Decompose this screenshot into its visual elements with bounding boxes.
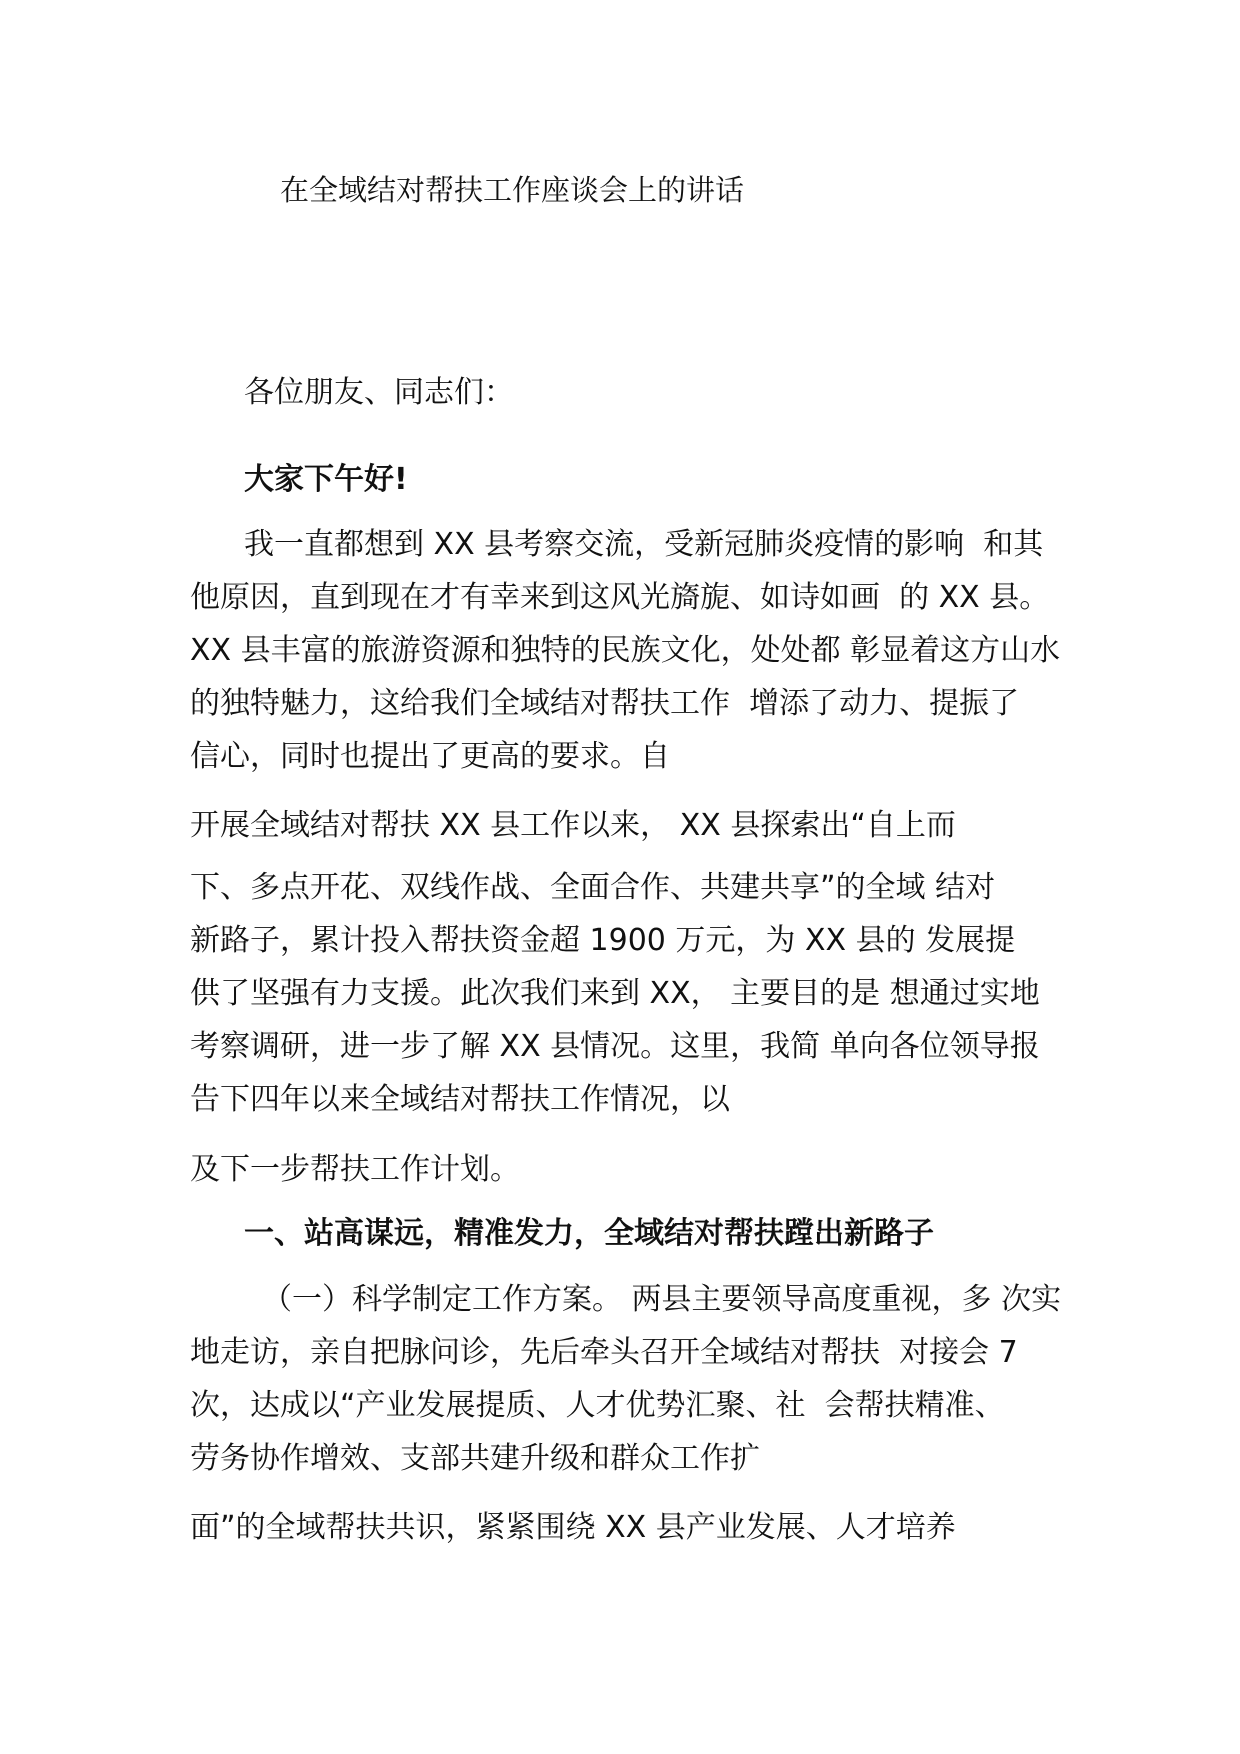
- document-title: 在全域结对帮扶工作座谈会上的讲话: [280, 173, 745, 207]
- body-line: 新路子，累计投入帮扶资金超 1900 万元，为 XX 县的 发展提: [190, 923, 1016, 958]
- subsection-line: （一）科学制定工作方案。 两县主要领导高度重视，多 次实: [262, 1282, 1062, 1317]
- body-line: 的独特魅力，这给我们全域结对帮扶工作 增添了动力、提振了: [190, 686, 1020, 721]
- body-line: 告下四年以来全域结对帮扶工作情况，以: [190, 1082, 730, 1117]
- body-line: 次，达成以“产业发展提质、人才优势汇聚、社 会帮扶精准、: [190, 1388, 1005, 1423]
- body-line: 劳务协作增效、支部共建升级和群众工作扩: [190, 1441, 760, 1476]
- body-line: 地走访，亲自把脉问诊，先后牵头召开全域结对帮扶 对接会 7: [190, 1335, 1018, 1370]
- body-line: 他原因，直到现在才有幸来到这风光旖旎、如诗如画 的 XX 县。: [190, 580, 1050, 615]
- body-line: 及下一步帮扶工作计划。: [190, 1152, 520, 1187]
- body-line: 面”的全域帮扶共识，紧紧围绕 XX 县产业发展、人才培养: [190, 1510, 956, 1545]
- greeting: 大家下午好!: [244, 462, 408, 497]
- salutation: 各位朋友、同志们：: [244, 375, 514, 410]
- body-line: 开展全域结对帮扶 XX 县工作以来， XX 县探索出“自上而: [190, 808, 956, 843]
- body-line: 考察调研，进一步了解 XX 县情况。这里，我简 单向各位领导报: [190, 1029, 1040, 1064]
- body-line: 下、多点开花、双线作战、全面合作、共建共享”的全域 结对: [190, 870, 996, 905]
- body-line: 信心，同时也提出了更高的要求。自: [190, 739, 670, 774]
- section-heading: 一、站高谋远，精准发力，全域结对帮扶蹚出新路子: [244, 1216, 934, 1251]
- body-line: XX 县丰富的旅游资源和独特的民族文化，处处都 彰显着这方山水: [190, 633, 1061, 668]
- body-line: 我一直都想到 XX 县考察交流，受新冠肺炎疫情的影响 和其: [244, 527, 1044, 562]
- body-line: 供了坚强有力支援。此次我们来到 XX， 主要目的是 想通过实地: [190, 976, 1040, 1011]
